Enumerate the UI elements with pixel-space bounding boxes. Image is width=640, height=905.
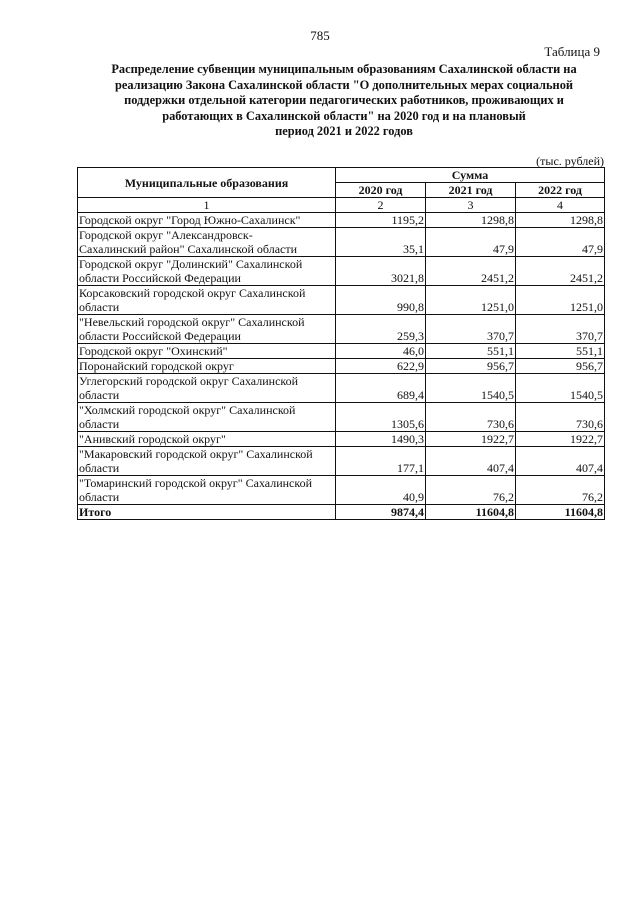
municipality-name-line: "Холмский городской округ" Сахалинской (79, 403, 296, 417)
title-line: Распределение субвенции муниципальным образованиям Сахалинской области на (111, 62, 577, 76)
value-2020: 259,3 (336, 315, 426, 344)
municipality-name (78, 213, 336, 228)
table-row (78, 213, 605, 228)
table-row (78, 286, 605, 315)
title-line: период 2021 и 2022 годов (275, 124, 413, 138)
municipality-name-line: области (79, 461, 120, 475)
value-2020: 1490,3 (336, 432, 426, 447)
value-2020: 689,4 (336, 374, 426, 403)
column-index: 2 (336, 198, 426, 213)
municipality-name-line: Сахалинский район" Сахалинской области (79, 242, 298, 256)
municipality-name (78, 257, 336, 286)
header-2020: 2020 год (336, 183, 426, 198)
value-2021: 1540,5 (426, 374, 516, 403)
municipality-name-line: Корсаковский городской округ Сахалинской (79, 286, 306, 300)
municipality-name (78, 432, 336, 447)
value-2021: 1251,0 (426, 286, 516, 315)
value-2022: 1540,5 (516, 374, 605, 403)
table-row (78, 403, 605, 432)
value-2020: 1195,2 (336, 213, 426, 228)
table-label: Таблица 9 (544, 44, 600, 59)
total-2021: 11604,8 (426, 505, 516, 520)
municipality-name (78, 286, 336, 315)
header-sum: Сумма (336, 168, 605, 183)
table-row (78, 476, 605, 505)
table-row (78, 228, 605, 257)
table-row (78, 257, 605, 286)
value-2021: 2451,2 (426, 257, 516, 286)
value-2022: 1251,0 (516, 286, 605, 315)
table-row (78, 359, 605, 374)
municipality-name (78, 447, 336, 476)
value-2022: 370,7 (516, 315, 605, 344)
table-row (78, 315, 605, 344)
total-row (78, 505, 605, 520)
column-index: 3 (426, 198, 516, 213)
header-2022: 2022 год (516, 183, 605, 198)
municipality-name-line: Углегорский городской округ Сахалинской (79, 374, 299, 388)
value-2022: 1922,7 (516, 432, 605, 447)
document-title (80, 62, 608, 140)
municipality-name-line: "Макаровский городской округ" Сахалинской (79, 447, 313, 461)
municipality-name (78, 476, 336, 505)
table-row (78, 432, 605, 447)
municipality-name-line: области Российской Федерации (79, 329, 241, 343)
header-municipalities: Муниципальные образования (78, 168, 336, 198)
value-2020: 46,0 (336, 344, 426, 359)
column-index: 1 (78, 198, 336, 213)
municipality-name (78, 403, 336, 432)
value-2020: 40,9 (336, 476, 426, 505)
municipality-name (78, 374, 336, 403)
municipality-name-line: "Томаринский городской округ" Сахалинской (79, 476, 313, 490)
value-2021: 1298,8 (426, 213, 516, 228)
value-2021: 956,7 (426, 359, 516, 374)
title-line: реализацию Закона Сахалинской области "О дополнительных мерах социальной (114, 77, 574, 92)
value-2021: 1922,7 (426, 432, 516, 447)
value-2022: 2451,2 (516, 257, 605, 286)
value-2020: 622,9 (336, 359, 426, 374)
table-row (78, 374, 605, 403)
municipality-name-line: области (79, 417, 120, 431)
value-2021: 730,6 (426, 403, 516, 432)
value-2020: 177,1 (336, 447, 426, 476)
value-2021: 370,7 (426, 315, 516, 344)
distribution-table (77, 167, 605, 520)
value-2022: 551,1 (516, 344, 605, 359)
title-line: работающих в Сахалинской области" на 2020 год и на плановый (162, 108, 526, 123)
header-2021: 2021 год (426, 183, 516, 198)
value-2021: 76,2 (426, 476, 516, 505)
municipality-name-line: области (79, 300, 120, 314)
table-body (78, 213, 605, 505)
municipality-name (78, 228, 336, 257)
total-2020: 9874,4 (336, 505, 426, 520)
value-2022: 407,4 (516, 447, 605, 476)
municipality-name-line: Городской округ "Охинский" (79, 344, 228, 358)
value-2021: 407,4 (426, 447, 516, 476)
value-2020: 3021,8 (336, 257, 426, 286)
value-2022: 730,6 (516, 403, 605, 432)
table-row (78, 447, 605, 476)
municipality-name-line: области (79, 490, 120, 504)
municipality-name-line: Городской округ "Александровск- (79, 228, 253, 242)
column-index: 4 (516, 198, 605, 213)
value-2020: 35,1 (336, 228, 426, 257)
municipality-name (78, 359, 336, 374)
value-2022: 76,2 (516, 476, 605, 505)
units-note: (тыс. рублей) (536, 154, 604, 168)
value-2021: 47,9 (426, 228, 516, 257)
value-2020: 1305,6 (336, 403, 426, 432)
value-2020: 990,8 (336, 286, 426, 315)
page-number: 785 (310, 28, 330, 43)
value-2022: 956,7 (516, 359, 605, 374)
value-2021: 551,1 (426, 344, 516, 359)
municipality-name-line: области (79, 388, 120, 402)
municipality-name-line: "Невельский городской округ" Сахалинской (79, 315, 305, 329)
total-2022: 11604,8 (516, 505, 605, 520)
municipality-name (78, 315, 336, 344)
title-line: поддержки отдельной категории педагогических работников, проживающих и (124, 93, 564, 107)
municipality-name-line: Городской округ "Долинский" Сахалинской (79, 257, 303, 271)
value-2022: 47,9 (516, 228, 605, 257)
municipality-name (78, 344, 336, 359)
total-label: Итого (78, 505, 336, 520)
municipality-name-line: области Российской Федерации (79, 271, 241, 285)
municipality-name-line: "Анивский городской округ" (79, 432, 226, 446)
municipality-name-line: Поронайский городской округ (79, 359, 234, 373)
table-row (78, 344, 605, 359)
municipality-name-line: Городской округ "Город Южно-Сахалинск" (79, 213, 301, 227)
value-2022: 1298,8 (516, 213, 605, 228)
